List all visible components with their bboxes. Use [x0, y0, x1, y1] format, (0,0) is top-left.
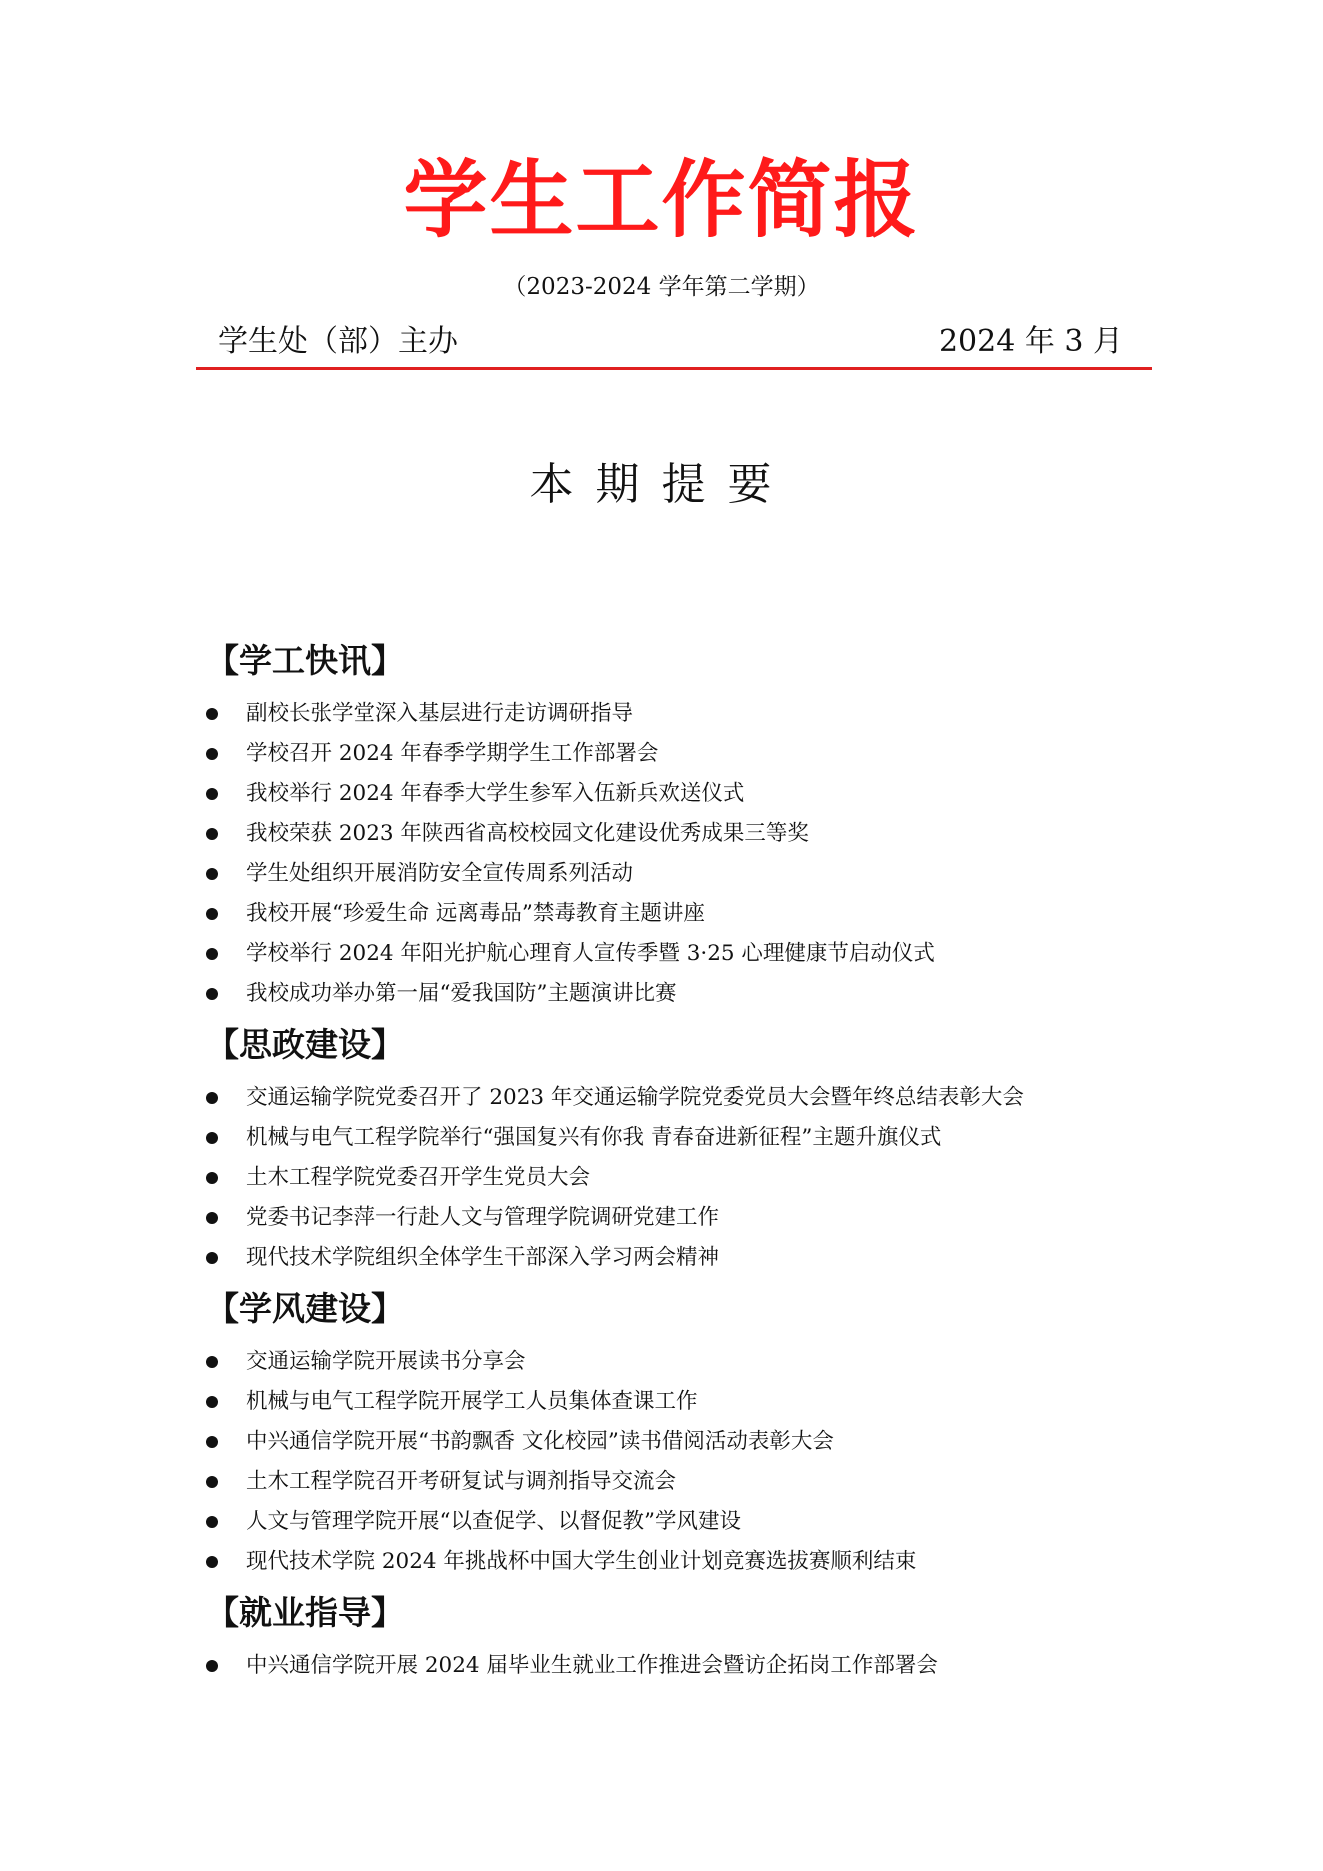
- list-item-text: 人文与管理学院开展“以查促学、以督促教”学风建设: [246, 1509, 741, 1534]
- list-item-text: 交通运输学院党委召开了 2023 年交通运输学院党委党员大会暨年终总结表彰大会: [246, 1085, 1024, 1110]
- list-item-text: 机械与电气工程学院举行“强国复兴有你我 青春奋进新征程”主题升旗仪式: [246, 1125, 942, 1150]
- bullet-icon: [206, 788, 218, 800]
- bullet-icon: [206, 1436, 218, 1448]
- bullet-icon: [206, 1356, 218, 1368]
- list-item-text: 中兴通信学院开展“书韵飘香 文化校园”读书借阅活动表彰大会: [246, 1429, 834, 1454]
- list-item: [206, 694, 1206, 734]
- summary-sections: [206, 638, 1206, 1694]
- list-item: [206, 1118, 1206, 1158]
- list-item-text: 我校成功举办第一届“爱我国防”主题演讲比赛: [246, 981, 677, 1006]
- bullet-icon: [206, 1556, 218, 1568]
- list-item: [206, 1462, 1206, 1502]
- list-item: [206, 1078, 1206, 1118]
- list-item: [206, 774, 1206, 814]
- bullet-icon: [206, 868, 218, 880]
- bullet-icon: [206, 708, 218, 720]
- list-item-text: 学生处组织开展消防安全宣传周系列活动: [246, 861, 634, 886]
- bullet-icon: [206, 1252, 218, 1264]
- list-item-text: 交通运输学院开展读书分享会: [246, 1349, 526, 1374]
- section-item-list: [206, 1646, 1206, 1686]
- bullet-icon: [206, 948, 218, 960]
- bullet-icon: [206, 1396, 218, 1408]
- list-item: [206, 934, 1206, 974]
- list-item-text: 现代技术学院组织全体学生干部深入学习两会精神: [246, 1245, 720, 1270]
- section-title: 【学风建设】: [206, 1289, 404, 1328]
- header-divider: [196, 367, 1152, 370]
- list-item: [206, 974, 1206, 1014]
- list-item: [206, 1158, 1206, 1198]
- bullet-icon: [206, 748, 218, 760]
- list-item: [206, 1502, 1206, 1542]
- summary-heading: 本期提要: [529, 459, 794, 510]
- list-item: [206, 894, 1206, 934]
- list-item-text: 机械与电气工程学院开展学工人员集体查课工作: [246, 1389, 698, 1414]
- list-item: [206, 1238, 1206, 1278]
- bullet-icon: [206, 1660, 218, 1672]
- bullet-icon: [206, 1132, 218, 1144]
- list-item: [206, 1198, 1206, 1238]
- list-item: [206, 1382, 1206, 1422]
- list-item: [206, 1342, 1206, 1382]
- sponsor-label: 学生处（部）主办: [218, 324, 458, 359]
- list-item-text: 副校长张学堂深入基层进行走访调研指导: [246, 701, 634, 726]
- section-title: 【学工快讯】: [206, 641, 404, 680]
- bullet-icon: [206, 1476, 218, 1488]
- section-item-list: [206, 1342, 1206, 1582]
- bullet-icon: [206, 908, 218, 920]
- list-item-text: 中兴通信学院开展 2024 届毕业生就业工作推进会暨访企拓岗工作部署会: [246, 1653, 938, 1678]
- list-item-text: 学校召开 2024 年春季学期学生工作部署会: [246, 741, 659, 766]
- bullet-icon: [206, 1092, 218, 1104]
- list-item: [206, 734, 1206, 774]
- semester-subtitle: （2023-2024 学年第二学期）: [503, 274, 820, 300]
- list-item-text: 土木工程学院党委召开学生党员大会: [246, 1165, 591, 1190]
- bullet-icon: [206, 1516, 218, 1528]
- section-title: 【思政建设】: [206, 1025, 404, 1064]
- list-item-text: 土木工程学院召开考研复试与调剂指导交流会: [246, 1469, 677, 1494]
- section-item-list: [206, 1078, 1206, 1278]
- list-item-text: 学校举行 2024 年阳光护航心理育人宣传季暨 3·25 心理健康节启动仪式: [246, 941, 935, 966]
- list-item: [206, 814, 1206, 854]
- bullet-icon: [206, 828, 218, 840]
- issue-date: 2024 年 3 月: [938, 324, 1123, 359]
- list-item-text: 我校荣获 2023 年陕西省高校校园文化建设优秀成果三等奖: [246, 821, 809, 846]
- bullet-icon: [206, 1172, 218, 1184]
- list-item-text: 现代技术学院 2024 年挑战杯中国大学生创业计划竞赛选拔赛顺利结束: [246, 1549, 917, 1574]
- list-item: [206, 1422, 1206, 1462]
- list-item: [206, 1646, 1206, 1686]
- bullet-icon: [206, 988, 218, 1000]
- briefing-title: 学生工作简报: [403, 151, 920, 249]
- bullet-icon: [206, 1212, 218, 1224]
- list-item: [206, 1542, 1206, 1582]
- list-item: [206, 854, 1206, 894]
- list-item-text: 我校开展“珍爱生命 远离毒品”禁毒教育主题讲座: [246, 901, 705, 926]
- list-item-text: 党委书记李萍一行赴人文与管理学院调研党建工作: [246, 1205, 720, 1230]
- section-item-list: [206, 694, 1206, 1014]
- section-title: 【就业指导】: [206, 1593, 404, 1632]
- list-item-text: 我校举行 2024 年春季大学生参军入伍新兵欢送仪式: [246, 781, 745, 806]
